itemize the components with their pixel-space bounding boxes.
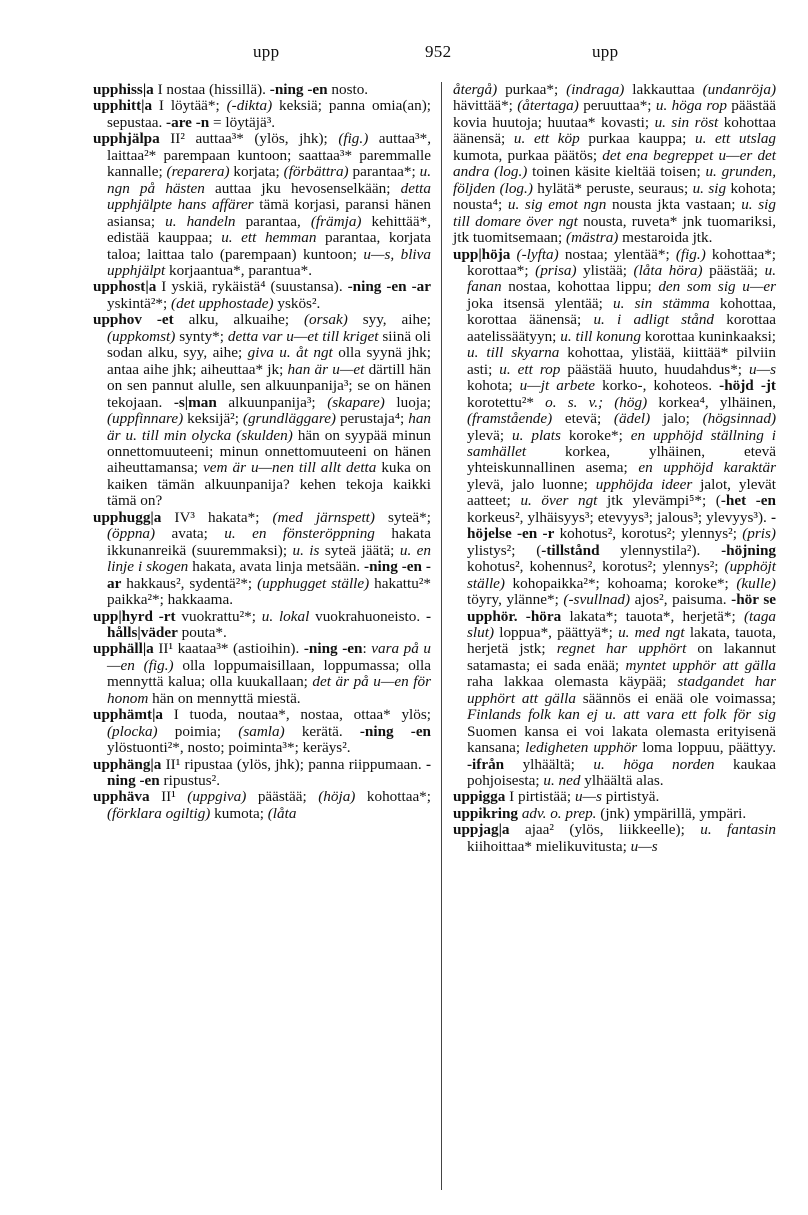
italic-example: upphöjda ideer (595, 475, 693, 493)
definition-text: korkea, ylhäinen, etevä yhteiskunnallinen asema; (467, 442, 776, 477)
definition-text: II¹ (149, 788, 188, 806)
definition-text: kohottaa, ylistää, kiittää* pilviin asti; (467, 344, 776, 378)
italic-example: u. handeln (165, 212, 236, 230)
bold-form: -hör se upphör. (467, 591, 776, 625)
italic-example: u. sig till domare över ngt (453, 196, 776, 230)
italic-example: u. fanan (467, 261, 776, 296)
headword: upphugg|a (93, 508, 162, 526)
italic-example: (höja) (318, 788, 356, 806)
italic-example: (taga slut) (467, 607, 777, 641)
italic-example: u. till konung (560, 327, 641, 345)
definition-text: päästää huuto, huudahdus*; (560, 360, 749, 378)
definition-text: : (362, 640, 372, 658)
definition-text: hylätä* peruste, seuraus; (532, 179, 693, 197)
definition-text: II¹ kaataa³* (astioihin). (153, 640, 304, 658)
definition-text: kohottaa*; korottaa*; (467, 245, 777, 279)
italic-example: (öppna) (107, 525, 156, 543)
right-column (453, 82, 776, 855)
italic-example: (uppfinnare) (107, 410, 184, 428)
definition-text: parantaa, korjata taloa; laittaa talo (parempaan) kuntoon; (107, 229, 432, 263)
italic-example: u. ett utslag (695, 130, 777, 148)
italic-example: (uppgiva) (187, 788, 247, 806)
italic-example: Finlands folk kan ej u. att vara ett folk för sig (467, 706, 776, 724)
definition-text: korottaa kuninkaaksi; (640, 327, 777, 345)
definition-text: ylhäältä; (504, 755, 594, 773)
bold-form: -ning -en (107, 755, 431, 790)
definition-text: päästää kovia huutoja; huutaa* kovasti; (453, 97, 776, 131)
definition-text: kehittää*, edistää kauppaa; (107, 212, 431, 247)
definition-text: I pirtistää; (505, 788, 575, 806)
definition-text: nostaa, kohottaa lippu; (501, 278, 659, 296)
definition-text: kohotus², kohennus², korotus²; ylennys²; (467, 558, 725, 576)
italic-example: det är på u—en för honom (107, 673, 431, 707)
definition-text: joka itsensä ylentää; (467, 294, 614, 312)
bold-form: -rt (158, 607, 176, 625)
definition-text: = löytäjä³. (209, 113, 276, 131)
definition-text: parantaa, (235, 212, 311, 230)
bold-form: -höjd -jt (719, 377, 776, 395)
italic-example: u. lokal (261, 607, 310, 625)
column-divider (441, 82, 442, 1190)
italic-example: u—s (749, 360, 777, 378)
italic-example: det ena begreppet u—er det andra (log.) (453, 146, 776, 181)
definition-text: hän on syypää minun onnettomuuteeni; minun onnettomuuteeni on hänen aiheuttamansa; (107, 426, 431, 477)
italic-example: (-dikta) (226, 97, 273, 115)
italic-example: u. fantasin (700, 821, 777, 839)
italic-example: (låta höra) (633, 261, 703, 279)
definition-text: hakattu²* paikka²*; hakkaama. (107, 574, 431, 609)
definition-text: IV³ hakata*; (161, 508, 273, 526)
italic-example: u. sig emot ngn (507, 196, 607, 214)
definition-text: purkaa*; (497, 81, 567, 98)
headword: upp|höja (453, 245, 511, 263)
definition-text: nousta, ruveta* jnk tuomariksi, jtk tuomitsemaan; (453, 212, 777, 247)
italic-example: u—jt arbete (519, 377, 596, 395)
italic-example: u. sig (692, 179, 727, 197)
italic-example: giva u. åt ngt (247, 344, 333, 362)
definition-text: auttaa jku hevosenselkään; (204, 179, 401, 197)
italic-example: (återtaga) (517, 97, 579, 115)
dictionary-entry (93, 312, 431, 509)
definition-text: luoja; (384, 393, 431, 411)
dictionary-entry (93, 707, 431, 756)
italic-example: u—s (630, 837, 658, 855)
bold-form: -tillstånd (541, 541, 600, 559)
italic-example: ledigheten upphör (525, 739, 638, 757)
definition-text: koroke*; (560, 426, 631, 444)
bold-form: -ifrån (467, 755, 505, 773)
definition-text: hakkaus², sydentä²*; (121, 574, 258, 592)
definition-text: kohota; nousta⁴; (453, 179, 777, 214)
definition-text: yskös². (273, 294, 321, 312)
definition-text: avata; (155, 525, 225, 543)
definition-text: olla syynä jhk; antaa aihe jhk; aiheuttaa* jk; (107, 344, 431, 378)
definition-text: vuokrattu²*; (175, 607, 262, 625)
definition-text: syteä jäätä; (319, 541, 400, 559)
definition-text: I nostaa (hissillä). (153, 81, 270, 98)
definition-text: II¹ ripustaa (ylös, jhk); panna riippumaan. (161, 755, 426, 773)
headword: upphov (93, 311, 142, 329)
definition-text: lakata, tauota, herjetä jstk; (467, 623, 777, 658)
italic-example: u. ett hemman (221, 229, 317, 247)
italic-example: u. ngn på hästen (107, 163, 431, 197)
definition-text: ylöstuonti²*, nosto; poiminta³*; keräys². (107, 739, 351, 757)
running-head-right: upp (592, 42, 619, 61)
italic-example: u. i adligt stånd (593, 311, 715, 329)
definition-text: Suomen kansa ei voi lakata olemasta erityisenä kansana; (467, 722, 776, 757)
italic-example: (fig.) (675, 245, 706, 263)
italic-example: (förbättra) (283, 163, 349, 181)
bold-form: -ning -en -ar (107, 558, 431, 592)
bold-form: -et (156, 311, 174, 329)
italic-example: (indraga) (566, 81, 625, 98)
dictionary-entry (453, 789, 776, 805)
definition-text: jtk ylevämpi⁵*; ( (597, 492, 721, 510)
italic-example: detta var u—et till kriget (227, 327, 379, 345)
dictionary-entry (93, 757, 431, 790)
italic-example: (kulle) (736, 574, 776, 592)
headword: uppikring (453, 804, 519, 822)
definition-text: auttaa³*, laittaa²* parempaan kuntoon; saattaa³* paremmalle kannalle; (107, 130, 431, 181)
definition-text: ajos², paisuma. (630, 591, 732, 609)
definition-text: kohottaa äänensä; (453, 113, 777, 148)
definition-text: purkaa kauppa; (579, 130, 696, 148)
italic-example: (högsinnad) (702, 410, 776, 428)
definition-text: perustaja⁴; (336, 410, 409, 428)
italic-example: u. höga rop (655, 97, 727, 115)
bold-form: -höjning (721, 541, 776, 559)
italic-example: (främja) (310, 212, 362, 230)
dictionary-entry (453, 806, 776, 822)
definition-text: pirtistyä. (601, 788, 660, 806)
definition-text: kerätä. (284, 722, 360, 740)
bold-form: -s|man (173, 393, 217, 411)
italic-example: u. en linje i skogen (107, 541, 432, 576)
definition-text: kohota; (467, 377, 520, 395)
definition-text: ylistää; (576, 261, 634, 279)
definition-text: siinä oli sodan alku, syy, aihe; (107, 327, 431, 362)
headword: upp|hyrd (93, 607, 153, 625)
definition-text: yskintä²*; (107, 294, 172, 312)
bold-form: -het -en (720, 492, 776, 510)
italic-example: återgå) (453, 81, 498, 98)
italic-example: myntet upphör att gälla (625, 656, 776, 674)
definition-text: hakata ikkunanreikä (suuremmaksi); (107, 525, 431, 559)
definition-text: kohottaa*; (355, 788, 431, 806)
italic-example: han är u. till min olycka (skulden) (107, 410, 431, 444)
italic-example: (plocka) (107, 722, 158, 740)
italic-example: o. s. v.; (hög) (545, 393, 648, 411)
italic-example: (prisa) (535, 261, 577, 279)
bold-form: -höra (525, 607, 562, 625)
dictionary-entry (93, 789, 431, 822)
italic-example: u. till skyarna (467, 344, 560, 362)
italic-example: (mästra) (566, 229, 619, 247)
definition-text: keksijä²; (183, 410, 243, 428)
italic-example: stadgandet har upphört att gälla (467, 673, 776, 707)
definition-text (142, 311, 157, 328)
definition-text: mestaroida jtk. (618, 229, 713, 247)
italic-example: (samla) (238, 722, 285, 740)
definition-text: I tuoda, noutaa*, nostaa, ottaa* ylös; (163, 706, 431, 724)
italic-example: (uppkomst) (107, 327, 176, 345)
definition-text: lakkauttaa (624, 81, 703, 98)
definition-text: ripustus². (159, 772, 220, 790)
italic-example: en upphöjd karaktär (638, 459, 776, 477)
bold-form: -höjelse -en -r (467, 508, 776, 543)
page-number: 952 (425, 42, 452, 61)
dictionary-entry (93, 98, 431, 131)
dictionary-entry (93, 510, 431, 609)
definition-text: parantaa*; (348, 163, 420, 181)
definition-text: korkeus², ylhäisyys³; etevyys³; jalous³; ylevyys³). (467, 508, 771, 526)
italic-example: u. ned (543, 772, 581, 790)
italic-example: (förklara ogiltig) (107, 804, 211, 822)
definition-text: kohopaikka²*; kohoama; koroke*; (504, 574, 737, 592)
definition-text: syteä*; (374, 508, 431, 526)
definition-text: syy, aihe; (347, 311, 431, 329)
italic-example: (skapare) (327, 393, 385, 411)
italic-example: (låta (267, 804, 297, 822)
definition-text: nousta jkta vastaan; (606, 196, 742, 214)
italic-example: (orsak) (303, 311, 348, 329)
italic-example: vem är u—nen till allt detta (203, 459, 377, 477)
definition-text: loppua*, päättyä*; (494, 623, 619, 641)
bold-form: -ning -en -ar (347, 278, 431, 296)
italic-example: (pris) (742, 525, 776, 543)
definition-text: därtill hän on sen pannut alulle, sen alkuunpanija³; se on hänen tekojaan. (107, 360, 432, 411)
definition-text: pouta*. (177, 623, 227, 641)
definition-text: ylhäältä alas. (580, 772, 664, 790)
italic-example: en upphöjd ställning i samhället (467, 426, 776, 460)
definition-text: hävittää*; (453, 97, 518, 115)
italic-example: (ädel) (613, 410, 651, 428)
definition-text: ylistys²; ( (467, 541, 542, 559)
definition-text: ylennystila²). (599, 541, 722, 559)
definition-text: kiihoittaa* mielikuvitusta; (467, 837, 631, 855)
italic-example: (-svullnad) (563, 591, 631, 609)
definition-text (518, 608, 526, 625)
italic-example: u. plats (512, 426, 561, 444)
headword: uppigga (453, 788, 506, 806)
definition-text: raha lakkaa olemasta käypää; (467, 673, 678, 691)
italic-example: (fig.) (338, 130, 369, 148)
definition-text: töyry, ylänne*; (467, 591, 564, 609)
italic-example: (-lyfta) (516, 245, 559, 263)
italic-example: u. grunden, följden (log.) (453, 163, 777, 197)
headword: upphäll|a (93, 640, 154, 658)
definition-text: korkea⁴, ylhäinen, (647, 393, 776, 411)
definition-text: vuokrahuoneisto. (309, 607, 426, 625)
headword: upphämt|a (93, 706, 164, 724)
headword: upphäng|a (93, 755, 162, 773)
left-column (93, 82, 431, 822)
italic-example: (med järnspett) (272, 508, 375, 526)
headword: upphjälpa (93, 130, 160, 148)
italic-example: (reparera) (166, 163, 230, 181)
definition-text: alkuunpanija³; (216, 393, 328, 411)
italic-example: u. sin stämma (613, 294, 710, 312)
dictionary-entry (453, 82, 776, 247)
definition-text: (jnk) ympärillä, ympäri. (596, 804, 747, 822)
definition-text: päästää; (702, 261, 765, 279)
bold-form: -ning -en (269, 81, 328, 98)
dictionary-entry (453, 247, 776, 790)
definition-text: korottaa aatelissäätyyn; (467, 311, 776, 345)
definition-text: on lakannut satamasta; ei sada enää; (467, 640, 777, 674)
definition-text: alku, alkuaihe; (173, 311, 304, 329)
definition-text: ylevä; (467, 426, 513, 444)
italic-example: regnet har upphört (556, 640, 687, 658)
italic-example: u. över ngt (520, 492, 598, 510)
definition-text: ylevä, jalo luonne; (467, 475, 596, 493)
italic-example: vara på u—en (fig.) (107, 640, 431, 674)
definition-text: päästää; (246, 788, 319, 806)
definition-text: säännös ei enää ole voimassa; (575, 689, 776, 707)
italic-example: u. sin röst (654, 113, 719, 131)
bold-form: -ning -en (359, 722, 432, 740)
definition-text: tämä korjasi, paransi hänen asiansa; (107, 196, 431, 230)
definition-text: olla loppumaisillaan, loppumassa; olla mennyttä kalua; olla kuukallaan; (107, 656, 431, 691)
italic-example: den som sig u—er (658, 278, 776, 296)
dictionary-entry (93, 609, 431, 642)
definition-text: ajaa² (ylös, liikkeelle); (509, 821, 701, 839)
definition-text: kumota; (210, 804, 268, 822)
headword: upphitt|a (93, 97, 153, 115)
definition-text: II² auttaa³* (ylös, jhk); (159, 130, 339, 148)
dictionary-entry (453, 822, 776, 855)
definition-text: korjaantua*, parantua*. (165, 261, 312, 279)
definition-text: peruuttaa*; (578, 97, 656, 115)
definition-text: synty*; (175, 327, 228, 345)
running-head-left: upp (253, 42, 280, 61)
definition-text: nostaa; ylentää*; (558, 245, 676, 263)
italic-example: (det upphostade) (171, 294, 274, 312)
dictionary-entry (93, 131, 431, 279)
definition-text: korko-, kohoteos. (595, 377, 720, 395)
definition-text: nosto. (327, 81, 369, 98)
headword: upphost|a (93, 278, 157, 296)
definition-text: etevä; (552, 410, 614, 428)
italic-example: u. ett köp (513, 130, 580, 148)
italic-example: u. en fönsteröppning (224, 525, 375, 543)
bold-form: -hålls|väder (107, 607, 431, 641)
definition-text: kohotus², korotus²; ylennys²; (554, 525, 743, 543)
italic-example: detta upphjälpte hans affärer (107, 179, 431, 214)
italic-example: (grundläggare) (242, 410, 336, 428)
bold-form: -are -n (166, 113, 210, 131)
italic-example: u. höga norden (593, 755, 715, 773)
italic-example: u. is (292, 541, 320, 559)
definition-text: hän on mennyttä miestä. (148, 689, 301, 707)
headword: upphäva (93, 788, 150, 806)
dictionary-entry (93, 82, 431, 98)
definition-text: korjata; (229, 163, 284, 181)
headword: upphiss|a (93, 81, 154, 98)
italic-example: u—s, bliva upphjälpt (107, 245, 431, 279)
definition-text: jalo; (650, 410, 703, 428)
italic-example: adv. o. prep. (521, 804, 597, 822)
definition-text: I yskiä, rykäistä⁴ (suustansa). (156, 278, 348, 296)
italic-example: (undanröja) (702, 81, 777, 98)
definition-text: jalot, ylevät aatteet; (467, 475, 776, 510)
italic-example: (framstående) (467, 410, 553, 428)
definition-text: hakata, avata linja metsään. (188, 558, 365, 576)
italic-example: (upphöjt ställe) (467, 558, 776, 592)
headword: uppjag|a (453, 821, 510, 839)
definition-text: kaukaa pohjoisesta; (467, 755, 777, 790)
definition-text: poimia; (157, 722, 239, 740)
italic-example: u. ett rop (499, 360, 561, 378)
definition-text: keksiä; panna omia(an); sepustaa. (107, 97, 431, 131)
italic-example: u—s (574, 788, 602, 806)
dictionary-entry (93, 279, 431, 312)
definition-text: I löytää*; (152, 97, 227, 115)
bold-form: -ning -en (303, 640, 363, 658)
definition-text: lakata*; tauota*, herjetä*; (561, 607, 744, 625)
definition-text: loma loppuu, päättyy. (637, 739, 776, 757)
italic-example: (upphugget ställe) (257, 574, 370, 592)
definition-text: kuka on kaiken tämän alkuunpanija? kehen tekoja kaikki tämä on? (107, 459, 431, 510)
italic-example: han är u—et (287, 360, 365, 378)
definition-text: korotettu²* (467, 393, 546, 411)
dictionary-entry (93, 641, 431, 707)
definition-text: toinen käsite kieltää toisen; (527, 163, 706, 181)
italic-example: u. med ngt (618, 623, 685, 641)
definition-text: kohottaa, korottaa äänensä; (467, 294, 777, 329)
definition-text: kumota, purkaa päätös; (453, 146, 603, 164)
